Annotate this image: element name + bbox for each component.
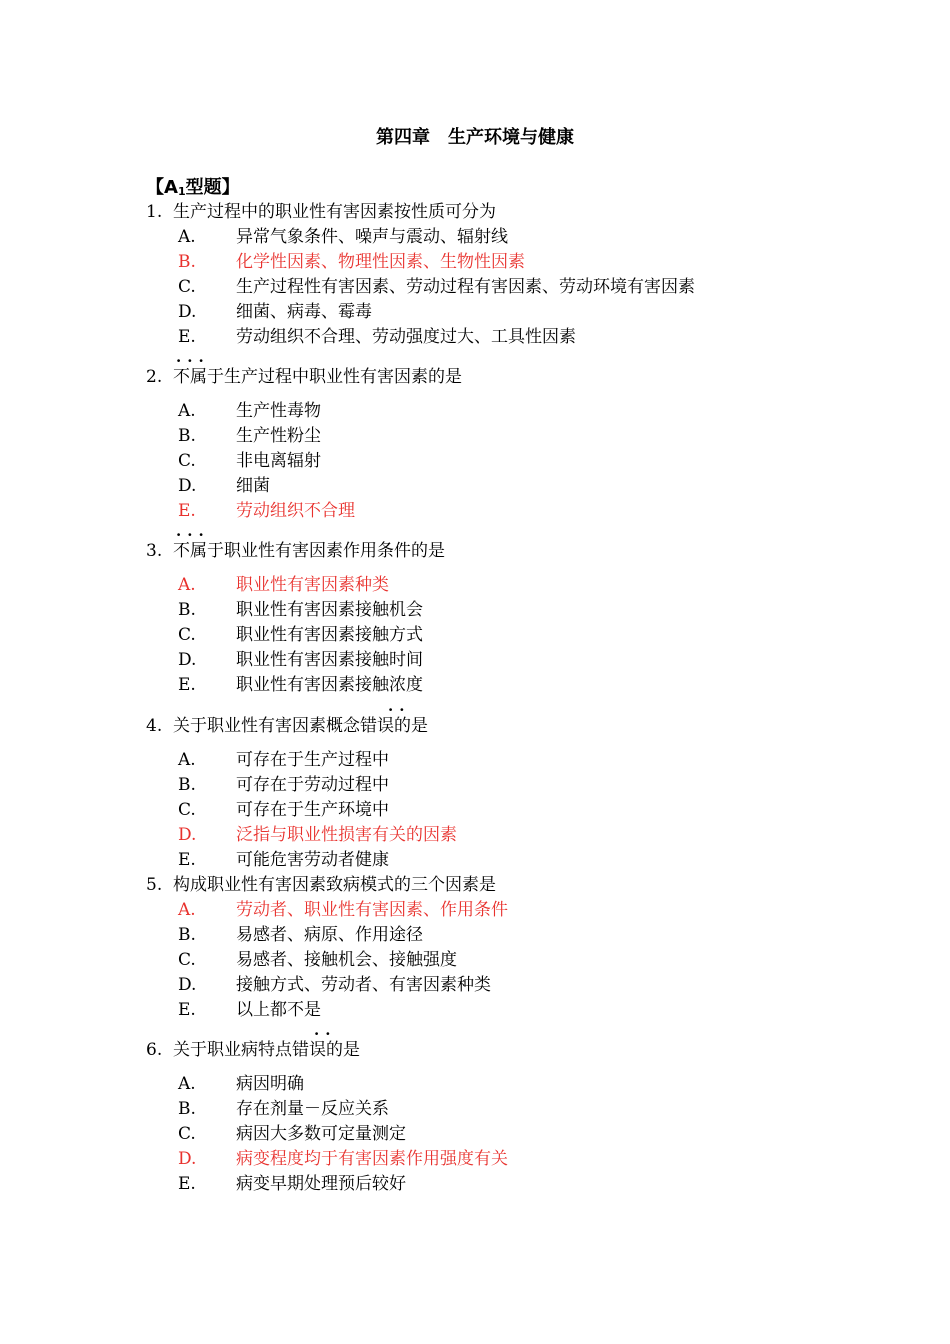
question-number: 3. bbox=[146, 541, 163, 561]
option-text: 劳动者、职业性有害因素、作用条件 bbox=[236, 900, 508, 920]
emphasis-dots: ... bbox=[176, 522, 210, 540]
option-letter: C. bbox=[178, 625, 196, 645]
option-text: 生产过程性有害因素、劳动过程有害因素、劳动环境有害因素 bbox=[236, 277, 695, 297]
section-heading-end: 型题】 bbox=[185, 177, 240, 198]
question-4-option-a bbox=[178, 748, 389, 772]
question-3-option-c bbox=[178, 623, 423, 647]
option-letter: C. bbox=[178, 950, 196, 970]
question-1-option-e bbox=[178, 325, 576, 349]
option-text: 职业性有害因素接触方式 bbox=[236, 625, 423, 645]
option-letter: B. bbox=[178, 600, 196, 620]
question-text: 关于职业性有害因素概念错误的是 bbox=[173, 716, 428, 736]
question-6-option-e bbox=[178, 1172, 406, 1196]
question-text: 构成职业性有害因素致病模式的三个因素是 bbox=[173, 875, 496, 895]
option-letter: A. bbox=[178, 575, 196, 595]
question-4-option-d bbox=[178, 823, 457, 847]
option-text: 生产性粉尘 bbox=[236, 426, 321, 446]
option-letter: D. bbox=[178, 825, 197, 845]
option-text: 病因明确 bbox=[236, 1074, 304, 1094]
option-letter: D. bbox=[178, 476, 197, 496]
option-text: 泛指与职业性损害有关的因素 bbox=[236, 825, 457, 845]
option-letter: D. bbox=[178, 975, 197, 995]
section-heading-subscript: 1 bbox=[177, 185, 186, 198]
option-letter: C. bbox=[178, 451, 196, 471]
option-letter: D. bbox=[178, 650, 197, 670]
question-1-stem bbox=[146, 200, 496, 224]
option-text: 职业性有害因素接触时间 bbox=[236, 650, 423, 670]
option-text: 存在剂量－反应关系 bbox=[236, 1099, 389, 1119]
option-letter: B. bbox=[178, 775, 196, 795]
question-number: 4. bbox=[146, 716, 163, 736]
question-3-option-d bbox=[178, 648, 423, 672]
question-5-stem bbox=[146, 873, 496, 897]
option-text: 病变程度均于有害因素作用强度有关 bbox=[236, 1149, 508, 1169]
option-letter: E. bbox=[178, 850, 196, 870]
option-letter: E. bbox=[178, 1000, 196, 1020]
option-text: 可能危害劳动者健康 bbox=[236, 850, 389, 870]
question-text: 不属于生产过程中职业性有害因素的是 bbox=[173, 367, 462, 387]
question-1-option-c bbox=[178, 275, 695, 299]
emphasis-dots: .. bbox=[388, 697, 411, 715]
question-5-option-c bbox=[178, 948, 457, 972]
option-letter: E. bbox=[178, 327, 196, 347]
question-6-stem bbox=[146, 1038, 360, 1062]
question-3-option-e bbox=[178, 673, 423, 697]
option-text: 细菌、病毒、霉毒 bbox=[236, 302, 372, 322]
question-1-option-b bbox=[178, 250, 525, 274]
option-letter: A. bbox=[178, 1074, 196, 1094]
question-6-option-a bbox=[178, 1072, 304, 1096]
option-letter: B. bbox=[178, 426, 196, 446]
option-text: 职业性有害因素接触浓度 bbox=[236, 675, 423, 695]
option-text: 病因大多数可定量测定 bbox=[236, 1124, 406, 1144]
option-text: 劳动组织不合理 bbox=[236, 501, 355, 521]
option-letter: A. bbox=[178, 750, 196, 770]
option-letter: E. bbox=[178, 675, 196, 695]
option-letter: D. bbox=[178, 302, 197, 322]
question-number: 6. bbox=[146, 1040, 163, 1060]
question-1-option-a bbox=[178, 225, 508, 249]
question-2-stem bbox=[146, 365, 462, 389]
option-text: 非电离辐射 bbox=[236, 451, 321, 471]
question-number: 1. bbox=[146, 202, 163, 222]
option-letter: E. bbox=[178, 1174, 196, 1194]
option-text: 劳动组织不合理、劳动强度过大、工具性因素 bbox=[236, 327, 576, 347]
option-letter: B. bbox=[178, 925, 196, 945]
option-letter: B. bbox=[178, 252, 196, 272]
option-text: 可存在于生产过程中 bbox=[236, 750, 389, 770]
option-text: 易感者、接触机会、接触强度 bbox=[236, 950, 457, 970]
option-text: 病变早期处理预后较好 bbox=[236, 1174, 406, 1194]
question-number: 2. bbox=[146, 367, 163, 387]
section-heading-start: 【A bbox=[146, 177, 178, 198]
emphasis-dots: ... bbox=[176, 348, 210, 366]
option-letter: E. bbox=[178, 501, 196, 521]
option-text: 职业性有害因素种类 bbox=[236, 575, 389, 595]
question-1-option-d bbox=[178, 300, 372, 324]
question-4-option-c bbox=[178, 798, 389, 822]
option-letter: C. bbox=[178, 1124, 196, 1144]
option-text: 生产性毒物 bbox=[236, 401, 321, 421]
option-letter: B. bbox=[178, 1099, 196, 1119]
option-text: 以上都不是 bbox=[236, 1000, 321, 1020]
question-2-option-b bbox=[178, 424, 321, 448]
question-5-option-b bbox=[178, 923, 423, 947]
question-3-option-a bbox=[178, 573, 389, 597]
option-letter: C. bbox=[178, 277, 196, 297]
question-3-stem bbox=[146, 539, 445, 563]
option-text: 易感者、病原、作用途径 bbox=[236, 925, 423, 945]
question-3-option-b bbox=[178, 598, 423, 622]
question-4-option-e bbox=[178, 848, 389, 872]
question-text: 生产过程中的职业性有害因素按性质可分为 bbox=[173, 202, 496, 222]
question-6-option-b bbox=[178, 1097, 389, 1121]
question-2-option-a bbox=[178, 399, 321, 423]
question-2-option-e bbox=[178, 499, 355, 523]
question-2-option-c bbox=[178, 449, 321, 473]
question-6-option-c bbox=[178, 1122, 406, 1146]
option-text: 可存在于生产环境中 bbox=[236, 800, 389, 820]
option-text: 异常气象条件、噪声与震动、辐射线 bbox=[236, 227, 508, 247]
question-5-option-d bbox=[178, 973, 491, 997]
option-letter: A. bbox=[178, 900, 196, 920]
question-4-option-b bbox=[178, 773, 389, 797]
option-text: 职业性有害因素接触机会 bbox=[236, 600, 423, 620]
question-4-stem bbox=[146, 714, 428, 738]
option-text: 可存在于劳动过程中 bbox=[236, 775, 389, 795]
question-text: 关于职业病特点错误的是 bbox=[173, 1040, 360, 1060]
question-2-option-d bbox=[178, 474, 270, 498]
question-5-option-e bbox=[178, 998, 321, 1022]
option-text: 接触方式、劳动者、有害因素种类 bbox=[236, 975, 491, 995]
question-text: 不属于职业性有害因素作用条件的是 bbox=[173, 541, 445, 561]
question-5-option-a bbox=[178, 898, 508, 922]
option-letter: A. bbox=[178, 401, 196, 421]
option-letter: C. bbox=[178, 800, 196, 820]
emphasis-dots: .. bbox=[314, 1021, 337, 1039]
question-number: 5. bbox=[146, 875, 163, 895]
option-letter: A. bbox=[178, 227, 196, 247]
option-letter: D. bbox=[178, 1149, 197, 1169]
option-text: 化学性因素、物理性因素、生物性因素 bbox=[236, 252, 525, 272]
question-6-option-d bbox=[178, 1147, 508, 1171]
chapter-title: 第四章 生产环境与健康 bbox=[376, 127, 574, 148]
option-text: 细菌 bbox=[236, 476, 270, 496]
